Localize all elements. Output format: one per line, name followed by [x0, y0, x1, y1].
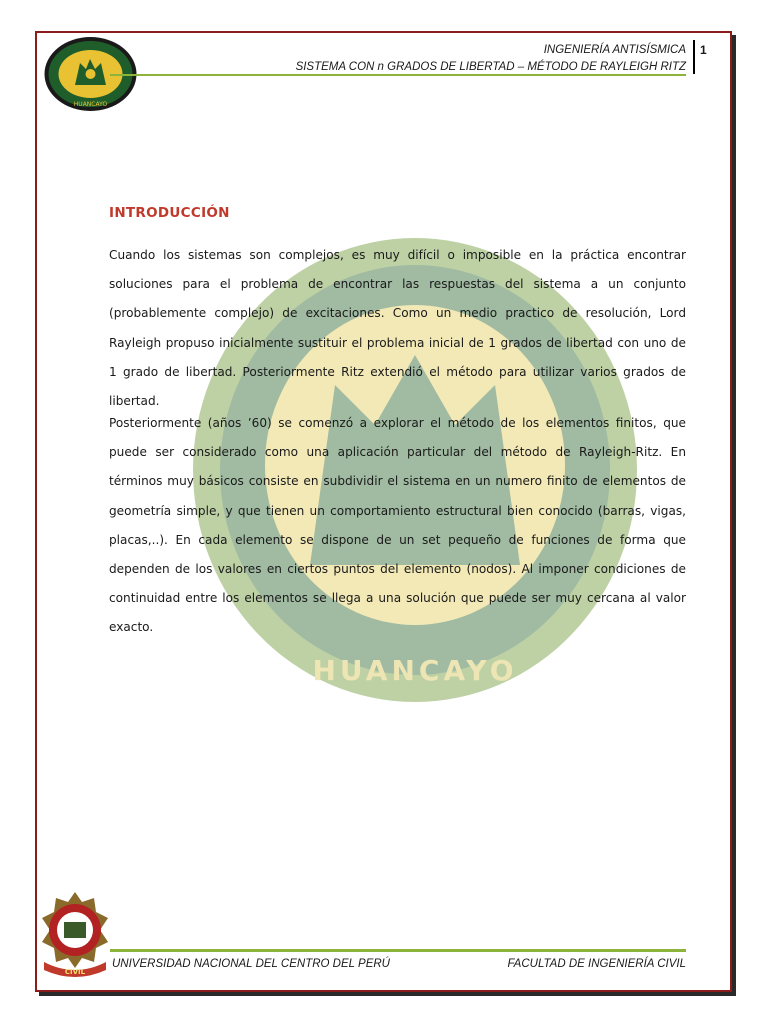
running-header — [296, 42, 686, 76]
crest-text: CIVIL — [64, 968, 86, 976]
header-subtitle: SISTEMA CON n GRADOS DE LIBERTAD – MÉTODO DE RAYLEIGH RITZ — [295, 61, 686, 73]
footer-rule — [110, 949, 686, 952]
paragraph-finite-elements: Posteriormente (años ’60) se comenzó a explorar el método de los elementos finitos, que puede ser considerado como una aplicación particular del método de Rayleigh-Ritz. En términos muy básicos consiste en subdividir el sistema en un numero finito de elementos de geometría simple, y que tienen un comportamiento estructural bien conocido (barras, vigas, placas,..). En cada elemento se dispone de un set pequeño de funciones de forma que dependen de los valores en ciertos puntos del elemento (nodos). Al imponer condiciones de continuidad entre los elementos se llega a una solución que puede ser muy cercana al valor exacto. — [109, 416, 686, 635]
footer-university: UNIVERSIDAD NACIONAL DEL CENTRO DEL PERÚ — [112, 958, 390, 970]
page-number: 1 — [700, 43, 707, 57]
logo-bottom-text: HUANCAYO — [73, 101, 108, 108]
watermark-text: HUANCAYO — [312, 654, 518, 687]
header-course-title: INGENIERÍA ANTISÍSMICA — [543, 44, 686, 56]
header-rule — [110, 74, 686, 76]
footer-faculty: FACULTAD DE INGENIERÍA CIVIL — [507, 958, 686, 970]
header-divider — [693, 40, 695, 74]
section-heading: INTRODUCCIÓN — [109, 205, 230, 221]
paragraph-introduction: Cuando los sistemas son complejos, es muy difícil o imposible en la práctica encontrar soluciones para el problema de encontrar las respuestas del sistema a un conjunto (probablemente complejo) de excitaciones. Como un medio practico de resolución, Lord Rayleigh propuso inicialmente sustituir el problema inicial de 1 grados de libertad con uno de 1 grado de libertad. Posteriormente Ritz extendió el método para utilizar varios grados de libertad. — [109, 248, 686, 409]
faculty-crest-icon — [36, 888, 114, 978]
